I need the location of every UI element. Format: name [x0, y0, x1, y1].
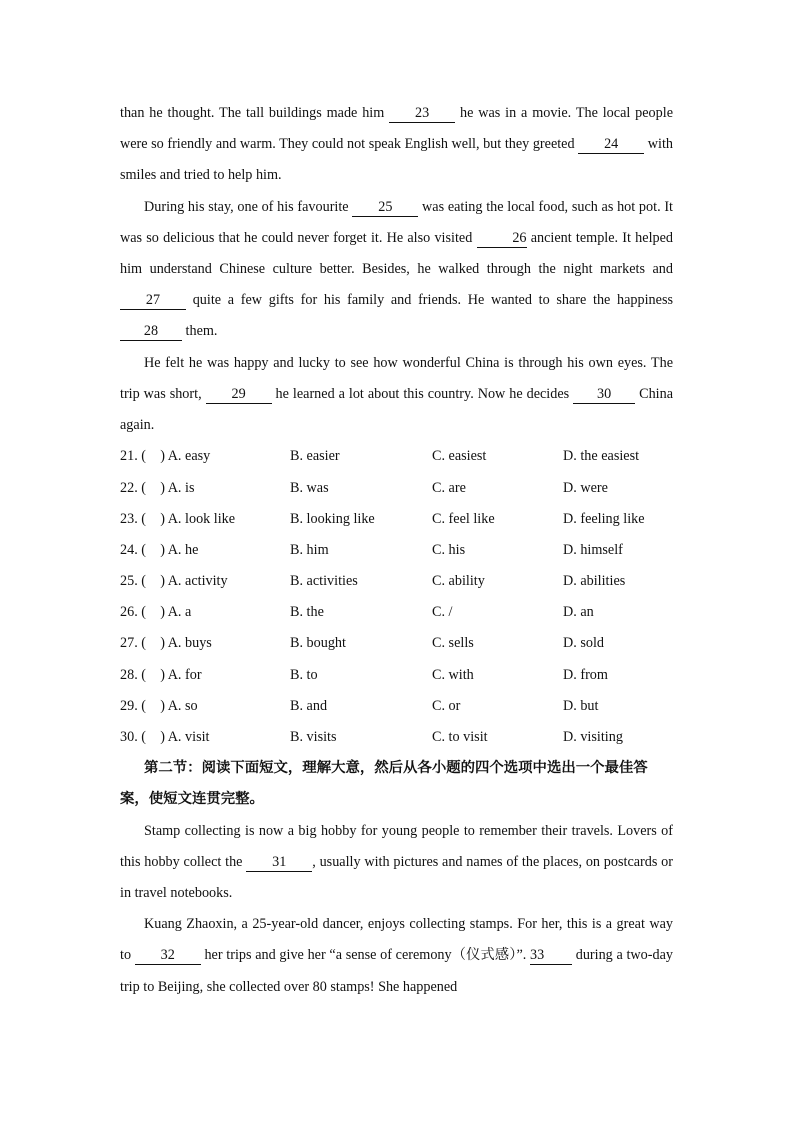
option-b: B. looking like: [290, 510, 375, 527]
blank-30: 30: [573, 386, 635, 404]
question-row: [120, 566, 673, 597]
blank-23: 23: [389, 105, 455, 123]
question-row: [120, 535, 673, 566]
question-number-and-option-a: 25. ( ) A. activity: [120, 573, 228, 590]
question-number-and-option-a: 23. ( ) A. look like: [120, 510, 236, 527]
text: with smiles and tried to help him.: [120, 136, 673, 184]
option-b: B. easier: [290, 448, 340, 465]
option-d: D. abilities: [563, 573, 626, 590]
question-row: [120, 441, 673, 472]
text: Kuang Zhaoxin, a 25-year-old dancer, enjoys collecting stamps. For her, this is a great way to: [120, 916, 673, 964]
question-number-and-option-a: 21. ( ) A. easy: [120, 448, 211, 465]
option-d: D. feeling like: [563, 510, 645, 527]
passage-paragraph-3: [120, 348, 673, 442]
option-b: B. and: [290, 697, 328, 714]
text: He felt he was happy and lucky to see how wonderful China is through his own eyes. The trip was short,: [120, 354, 673, 402]
option-d: D. an: [563, 604, 594, 621]
option-d: D. from: [563, 666, 608, 683]
text: them.: [182, 323, 218, 340]
option-b: B. activities: [290, 573, 358, 590]
section-2-heading: 第二节：阅读下面短文，理解大意，然后从各小题的四个选项中选出一个最佳答案，使短文连贯完整。: [120, 760, 648, 808]
text: China again.: [120, 385, 673, 434]
option-b: B. the: [290, 604, 324, 621]
option-d: D. but: [563, 697, 599, 714]
text: During his stay, one of his favourite: [144, 198, 353, 215]
option-c: C. easiest: [432, 448, 487, 465]
option-c: C. or: [432, 697, 461, 714]
text: quite a few gifts for his family and friends. He wanted to share the happiness: [186, 292, 673, 309]
text: during a two-day trip to Beijing, she collected over 80 stamps! She happened: [120, 947, 673, 995]
question-row: [120, 691, 673, 722]
text: her trips and give her “a sense of ceremony（仪式感）”.: [200, 947, 531, 964]
blank-32: 32: [135, 947, 201, 965]
option-c: C. feel like: [432, 510, 495, 527]
question-options-table: [120, 441, 673, 753]
blank-29: 29: [206, 386, 272, 404]
option-c: C. with: [432, 666, 474, 683]
text: he learned a lot about this country. Now he decides: [271, 385, 574, 402]
passage-paragraph-1: [120, 98, 673, 192]
exam-page: [120, 98, 673, 1003]
option-c: C. to visit: [432, 729, 488, 746]
blank-31: 31: [246, 854, 312, 872]
question-number-and-option-a: 28. ( ) A. for: [120, 666, 202, 683]
option-d: D. were: [563, 479, 608, 496]
blank-24: 24: [578, 136, 644, 154]
option-d: D. sold: [563, 635, 604, 652]
passage-paragraph-4: [120, 816, 673, 910]
option-b: B. him: [290, 541, 329, 558]
option-b: B. bought: [290, 635, 346, 652]
option-d: D. the easiest: [563, 448, 640, 465]
option-d: D. visiting: [563, 729, 623, 746]
text: was eating the local food, such as hot pot. It was so delicious that he could never forget it. He also visited: [120, 198, 673, 246]
question-number-and-option-a: 26. ( ) A. a: [120, 604, 192, 621]
question-row: [120, 504, 673, 535]
option-b: B. visits: [290, 729, 337, 746]
option-c: C. ability: [432, 573, 485, 590]
question-number-and-option-a: 22. ( ) A. is: [120, 479, 195, 496]
blank-27: 27: [120, 292, 186, 310]
blank-28: 28: [120, 323, 182, 341]
question-row: [120, 660, 673, 691]
blank-25: 25: [352, 199, 418, 217]
text: Stamp collecting is now a big hobby for young people to remember their travels. Lovers of this hobby collect the: [120, 822, 673, 870]
option-c: C. his: [432, 541, 466, 558]
blank-33: 33: [530, 947, 572, 965]
question-number-and-option-a: 27. ( ) A. buys: [120, 635, 212, 652]
blank-26: 26: [477, 230, 527, 248]
text: , usually with pictures and names of the places, on postcards or in travel notebooks.: [120, 853, 673, 901]
option-c: C. are: [432, 479, 466, 496]
question-number-and-option-a: 24. ( ) A. he: [120, 541, 199, 558]
text: ancient temple. It helped him understand Chinese culture better. Besides, he walked through the night markets and: [120, 229, 673, 278]
question-row: [120, 472, 673, 503]
question-number-and-option-a: 30. ( ) A. visit: [120, 729, 210, 746]
passage-paragraph-2: [120, 192, 673, 348]
option-d: D. himself: [563, 541, 623, 558]
passage-paragraph-5: [120, 909, 673, 1003]
option-c: C. sells: [432, 635, 474, 652]
question-row: [120, 597, 673, 628]
option-b: B. was: [290, 479, 329, 496]
option-b: B. to: [290, 666, 318, 683]
text: than he thought. The tall buildings made him: [120, 105, 390, 121]
option-c: C. /: [432, 604, 453, 621]
text: he was in a movie. The local people were so friendly and warm. They could not speak English well, but they greeted: [120, 105, 673, 153]
question-row: [120, 628, 673, 659]
question-number-and-option-a: 29. ( ) A. so: [120, 697, 198, 714]
question-row: [120, 722, 673, 753]
